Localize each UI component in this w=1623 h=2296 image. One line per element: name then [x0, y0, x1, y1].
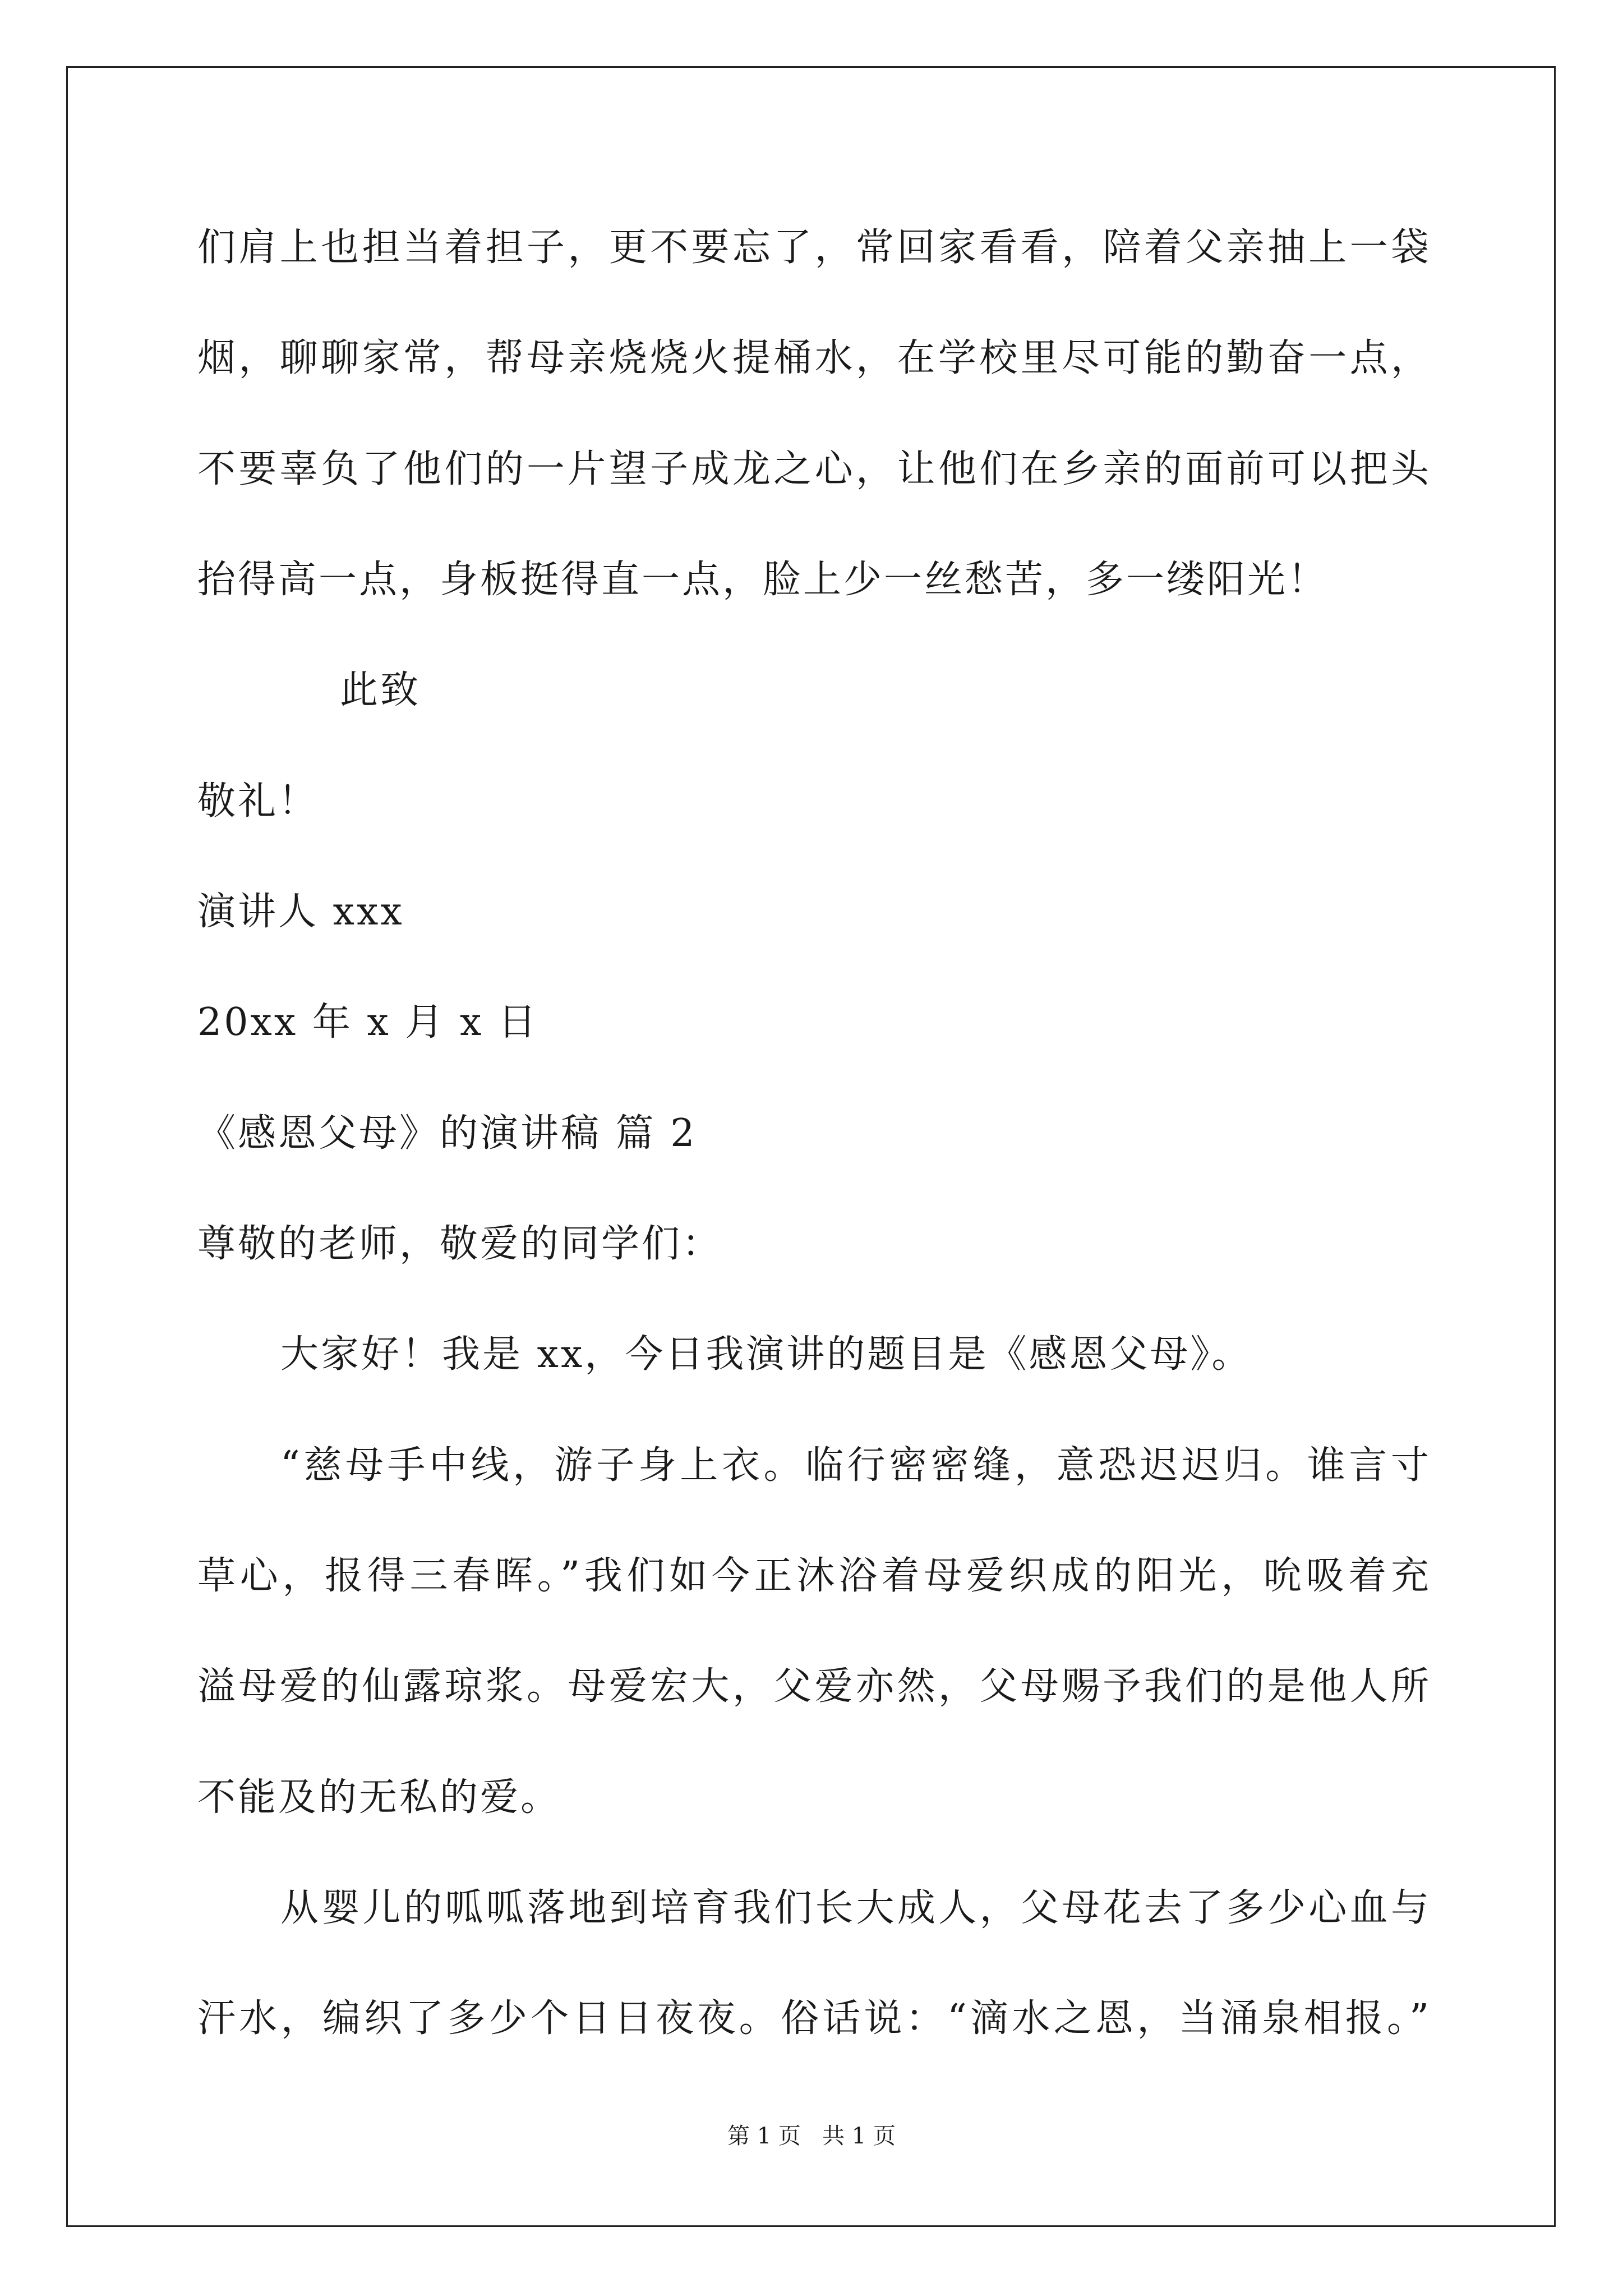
body-line-4: 抬得高一点，身板挺得直一点，脸上少一丝愁苦，多一缕阳光！ — [197, 558, 1329, 602]
speaker-line: 演讲人 xxx — [197, 890, 404, 934]
body-line-1: 们肩上也担当着担子，更不要忘了，常回家看看，陪着父亲抽上一袋 — [197, 226, 1429, 270]
body-line-3: 不要辜负了他们的一片望子成龙之心，让他们在乡亲的面前可以把头 — [197, 447, 1429, 491]
salutation-closing: 此致 — [340, 668, 421, 712]
body-line-2: 烟，聊聊家常，帮母亲烧烧火提桶水，在学校里尽可能的勤奋一点， — [197, 336, 1429, 380]
poem-line-1: “慈母手中线，游子身上衣。临行密密缝，意恐迟迟归。谁言寸 — [280, 1443, 1429, 1488]
section-heading: 《感恩父母》的演讲稿 篇 2 — [197, 1111, 697, 1156]
paragraph-line-6: 汗水，编织了多少个日日夜夜。俗话说：“滴水之恩，当涌泉相报。” — [197, 1996, 1429, 2041]
page-footer: 第 1 页 共 1 页 — [727, 2123, 896, 2149]
poem-line-2: 草心，报得三春晖。”我们如今正沐浴着母爱织成的阳光，吮吸着充 — [197, 1554, 1429, 1598]
paragraph-line-4: 不能及的无私的爱。 — [197, 1775, 561, 1820]
intro-line: 大家好！我是 xx，今日我演讲的题目是《感恩父母》。 — [280, 1332, 1252, 1377]
greeting-line: 尊敬的老师，敬爱的同学们： — [197, 1222, 723, 1266]
paragraph-line-3: 溢母爱的仙露琼浆。母爱宏大，父爱亦然，父母赐予我们的是他人所 — [197, 1664, 1429, 1709]
date-line: 20xx 年 x 月 x 日 — [197, 1000, 539, 1045]
salutation-respect: 敬礼！ — [197, 779, 319, 823]
paragraph-line-5: 从婴儿的呱呱落地到培育我们长大成人，父母花去了多少心血与 — [280, 1886, 1429, 1930]
